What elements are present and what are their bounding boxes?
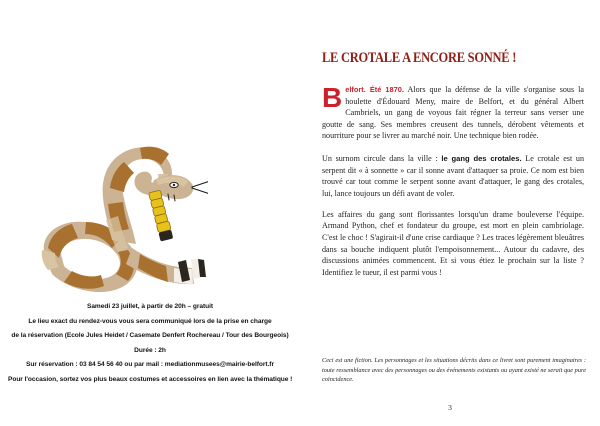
article-title: LE CROTALE A ENCORE SONNÉ ! [322,50,517,66]
event-line-date: Samedi 23 juillet, à partir de 20h – gratuit [86,303,214,310]
event-line-costume: Pour l'occasion, sortez vos plus beaux costumes et accessoires en lien avec la thématique ! [8,375,293,383]
paragraph-nickname [322,153,584,199]
right-page [300,0,600,426]
paragraph-plot: Les affaires du gang sont florissantes lorsqu'un drame bouleverse l'équipe. Armand Python, chef et fondateur du groupe, est mort en plein cambriolage. C'est le choc ! S'agirait-il d'une crise cardiaque ? Les traces légèrement bleuâtres dans sa bouche indiquent plutôt l'empoisonnement... Autour du cadavre, des discussions animées commencent. Et si vous étiez le prochain sur la liste ? Identifiez le tueur, il est parmi vous ! [322,209,584,277]
paragraph-nickname-bold: le gang des crotales. [441,153,522,163]
paragraph-nickname-before: Un surnom circule dans la ville : [322,153,442,163]
event-details [8,300,292,388]
rattlesnake-illustration [28,128,208,303]
drop-cap-letter: B [322,82,343,113]
event-line-duration: Durée : 2h [134,346,166,354]
paragraph-nickname-after: Le crotale est un serpent dit « à sonnette » car il sonne avant d'attaquer sa proie. Ce nom est bien trouvé car tout comme le serpent sonne avant d'attaquer, le gang des crotales, lui, lance toujours un défi avant de voler. [322,153,584,198]
fiction-disclaimer: Ceci est une fiction. Les personnages et les situations décrits dans ce livret sont purement imaginaires : toute ressemblance avec des personnages ou des événements existants ou ayant existé ne serait que pure coïncidence. [322,357,586,384]
lead-intro-text: elfort. Été 1870. [345,85,404,94]
event-line-meeting: Le lieu exact du rendez-vous vous sera communiqué lors de la prise en charge [28,317,272,325]
lead-body-text: Alors que la défense de la ville s'organise sous la houlette d'Édouard Meny, maire de Belfort, et du général Albert Cambriels, un gang de voyous fait régner la terreur sans verser une goutte de sang. Ses membres creusent des tunnels, dérobent vêtements et nourriture pour se livrer au marché noir. Une technique bien rodée. [322,85,584,141]
lead-paragraph [322,84,584,142]
event-line-venues: de la réservation (Ecole Jules Heidet / Casemate Denfert Rochereau / Tour des Bourgeois) [11,332,289,340]
event-line-booking[interactable]: Sur réservation : 03 84 54 56 40 ou par mail : mediationmusees@mairie-belfort.fr [26,361,274,369]
page-number: 3 [448,403,452,412]
snake-body-shape [42,147,194,292]
article-body [322,84,584,288]
